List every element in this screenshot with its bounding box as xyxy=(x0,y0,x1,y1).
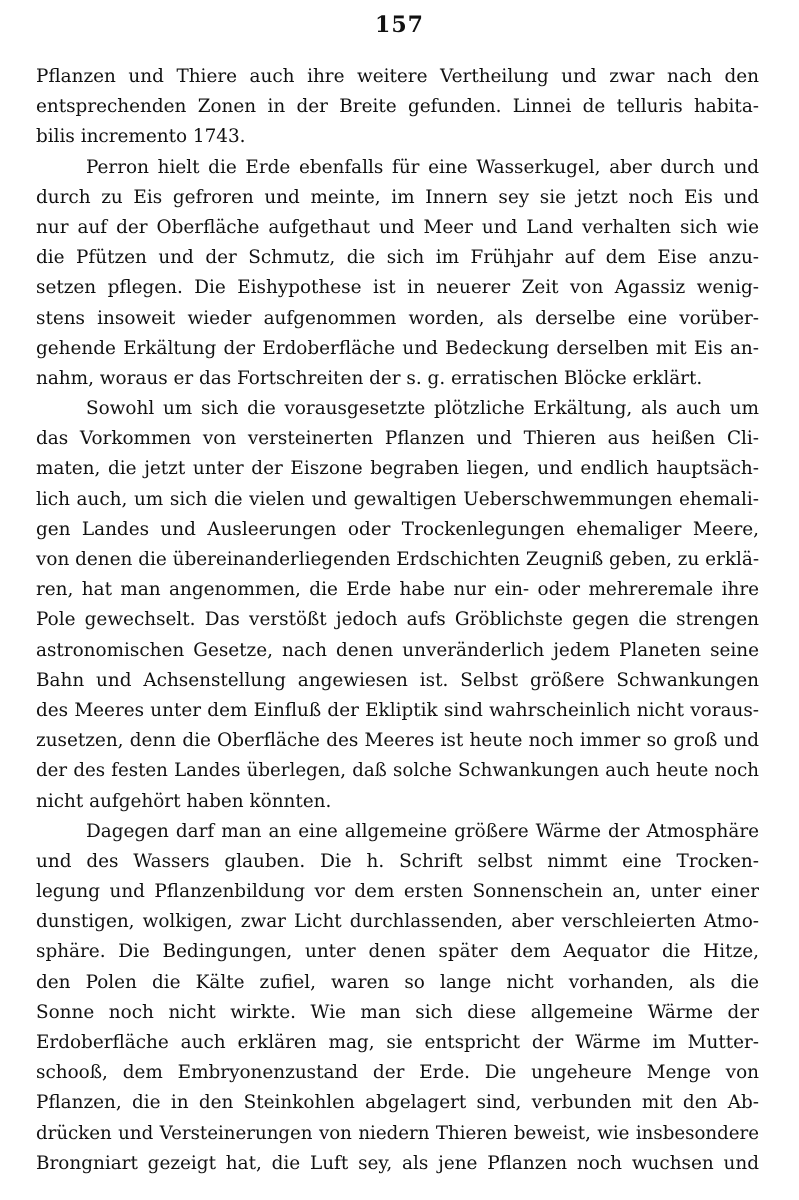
text-line: gehende Erkältung der Erdoberfläche und Bedeckung derselben mit Eis an- xyxy=(36,337,759,359)
paragraph xyxy=(36,62,759,153)
text-line: Sowohl um sich die vorausgesetzte plötzliche Erkältung, als auch um xyxy=(86,398,759,420)
text-line: lich auch, um sich die vielen und gewaltigen Ueberschwemmungen ehemali- xyxy=(36,488,759,510)
text-line: drücken und Versteinerungen von niedern Thieren beweist, wie insbesondere xyxy=(36,1122,759,1144)
text-line: Dagegen darf man an eine allgemeine größere Wärme der Atmosphäre xyxy=(86,820,759,842)
text-line: Pflanzen und Thiere auch ihre weitere Vertheilung und zwar nach den xyxy=(36,66,759,87)
text-line: zusetzen, denn die Oberfläche des Meeres ist heute noch immer so groß und xyxy=(36,730,759,752)
text-line: Pole gewechselt. Das verstößt jedoch aufs Gröblichste gegen die strengen xyxy=(36,609,759,631)
text-line: der des festen Landes überlegen, daß solche Schwankungen auch heute noch xyxy=(36,760,759,782)
page-number: 157 xyxy=(375,12,424,38)
body-text xyxy=(36,62,759,1179)
text-line: gen Landes und Ausleerungen oder Trockenlegungen ehemaliger Meere, xyxy=(36,518,759,540)
text-line: Brongniart gezeigt hat, die Luft sey, als jene Pflanzen noch wuchsen und xyxy=(36,1152,759,1174)
text-line: Erdoberfläche auch erklären mag, sie entspricht der Wärme im Mutter- xyxy=(36,1032,759,1053)
text-line: Perron hielt die Erde ebenfalls für eine Wasserkugel, aber durch und xyxy=(86,156,759,178)
text-line: bilis incremento 1743. xyxy=(36,126,246,148)
text-line: des Meeres unter dem Einfluß der Ekliptik sind wahrscheinlich nicht voraus- xyxy=(36,699,759,721)
text-line: ren, hat man angenommen, die Erde habe nur ein- oder mehreremale ihre xyxy=(36,579,759,601)
text-line: schooß, dem Embryonenzustand der Erde. Die ungeheure Menge von xyxy=(36,1062,759,1084)
text-line: durch zu Eis gefroren und meinte, im Innern sey sie jetzt noch Eis und xyxy=(36,186,759,208)
text-line: das Vorkommen von versteinerten Pflanzen und Thieren aus heißen Cli- xyxy=(36,428,759,450)
text-line: Bahn und Achsenstellung angewiesen ist. Selbst größere Schwankungen xyxy=(36,669,759,691)
paragraph xyxy=(36,153,759,395)
text-line: Sonne noch nicht wirkte. Wie man sich diese allgemeine Wärme der xyxy=(36,1001,759,1023)
paragraph xyxy=(36,817,759,1179)
text-line: die Pfützen und der Schmutz, die sich im Frühjahr auf dem Eise anzu- xyxy=(36,247,759,269)
text-line: astronomischen Gesetze, nach denen unveränderlich jedem Planeten seine xyxy=(36,639,759,661)
text-line: dunstigen, wolkigen, zwar Licht durchlassenden, aber verschleierten Atmo- xyxy=(36,911,759,933)
text-line: und des Wassers glauben. Die h. Schrift selbst nimmt eine Trocken- xyxy=(36,850,759,872)
text-line: nahm, woraus er das Fortschreiten der s. g. erratischen Blöcke erklärt. xyxy=(36,367,703,389)
paragraph xyxy=(36,394,759,817)
text-line: nur auf der Oberfläche aufgethaut und Meer und Land verhalten sich wie xyxy=(36,216,759,238)
text-line: maten, die jetzt unter der Eiszone begraben liegen, und endlich hauptsäch- xyxy=(36,458,759,480)
text-line: den Polen die Kälte zufiel, waren so lange nicht vorhanden, als die xyxy=(36,971,759,993)
text-line: legung und Pflanzenbildung vor dem ersten Sonnenschein an, unter einer xyxy=(36,881,759,903)
text-line: Pflanzen, die in den Steinkohlen abgelagert sind, verbunden mit den Ab- xyxy=(36,1092,759,1114)
text-line: entsprechenden Zonen in der Breite gefunden. Linnei de telluris habita- xyxy=(36,96,759,118)
text-line: stens insoweit wieder aufgenommen worden, als derselbe eine vorüber- xyxy=(36,307,759,329)
text-line: von denen die übereinanderliegenden Erdschichten Zeugniß geben, zu erklä- xyxy=(36,549,759,570)
text-line: setzen pflegen. Die Eishypothese ist in neuerer Zeit von Agassiz wenig- xyxy=(36,277,759,299)
text-line: sphäre. Die Bedingungen, unter denen später dem Aequator die Hitze, xyxy=(36,941,759,963)
text-line: nicht aufgehört haben könnten. xyxy=(36,790,332,812)
